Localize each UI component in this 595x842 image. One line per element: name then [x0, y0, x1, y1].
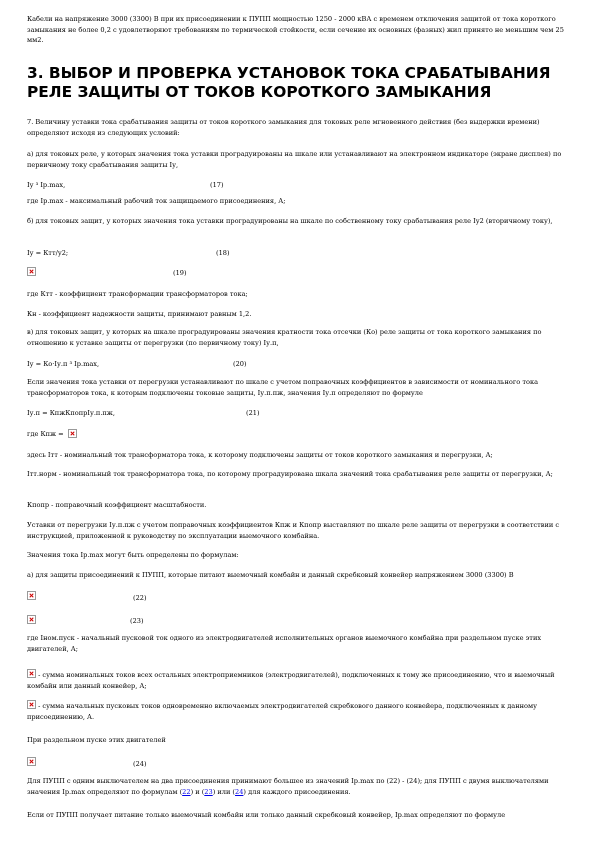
paragraph-ipmax-definition: где Ip.max - максимальный рабочий ток защищаемого присоединения, А; — [27, 197, 286, 205]
broken-image-icon — [27, 591, 36, 600]
paragraph-condition-b: б) для токовых защит, у которых значения тока уставки проградуированы на шкале по собственному току срабатывания реле Iу2 (вторичному току), — [27, 217, 553, 225]
paragraph-cable-requirements: Кабели на напряжение 3000 (3300) В при их присоединении к ПУПП мощностью 1250 - 2000 кВА с временем отключения защитой от тока короткого замыкания не более 0,2 с удовлетворяют требованиям по термической стойкости, если сечение их основных (фазных) жил принято не меньшим чем 25 мм2. — [27, 15, 564, 44]
equation-23 — [27, 614, 144, 626]
paragraph-ktt-definition: где Ктт - коэффициент трансформации трансформаторов тока; — [27, 290, 248, 298]
sum-nominal-currents-line — [27, 669, 572, 691]
equation-22-number: (22) — [133, 594, 147, 602]
section-heading: 3. ВЫБОР И ПРОВЕРКА УСТАНОВОК ТОКА СРАБАТЫВАНИЯ РЕЛЕ ЗАЩИТЫ ОТ ТОКОВ КОРОТКОГО ЗАМЫКАНИЯ — [27, 64, 551, 101]
equation-21-number: (21) — [246, 409, 260, 417]
equation-18-number: (18) — [216, 249, 230, 257]
switches-text-part-3: ) или ( — [212, 787, 236, 796]
equation-17 — [27, 180, 224, 191]
sum-starting-currents-text: - сумма начальных пусковых токов одновременно включаемых электродвигателей скребкового данного конвейера, подключенных к данному присоединению, А. — [27, 702, 537, 721]
equation-19-number: (19) — [173, 269, 187, 277]
switches-text-part-1: Для ПУПП с одним выключателем на два присоединения принимают большее из значений Ip.max по (22) - (24); для ПУПП с двумя выключателями значения Ip.max определяют по формулам ( — [27, 777, 549, 796]
equation-24-number: (24) — [133, 760, 147, 768]
paragraph-overload-setting: Если значения тока уставки от перегрузки устанавливают по шкале с учетом поправочных коэффициентов в зависимости от номинального тока трансформаторов тока, к которым подключены токовые защиты, Iу.п.пж, значения Iу.п определяют по формуле — [27, 378, 539, 397]
equation-21-text: Iу.п = КпжКпопрIу.п.пж, — [27, 409, 115, 417]
equation-23-number: (23) — [130, 617, 144, 625]
switches-text-part-4: ) для каждого присоединения. — [243, 787, 351, 796]
kpzh-definition-text: где Кпж = — [27, 430, 64, 438]
paragraph-pupp-protection: а) для защиты присоединений к ПУПП, которые питают выемочный комбайн и данный скребковый конвейер напряжением 3000 (3300) В — [27, 571, 514, 579]
broken-image-icon — [27, 615, 36, 624]
paragraph-condition-c: в) для токовых защит, у которых на шкале проградуированы значения кратности тока отсечки (Ко) реле защиты от тока короткого замыкания по отношению к уставке защиты от перегрузки (по первичному току) Iу.п, — [27, 328, 542, 347]
equation-19 — [27, 266, 187, 278]
broken-image-icon — [27, 700, 36, 709]
broken-image-icon — [27, 669, 36, 678]
switches-text-part-2: ) и ( — [190, 787, 205, 796]
kpzh-definition-line — [27, 429, 77, 440]
equation-21 — [27, 408, 260, 419]
paragraph-single-consumer: Если от ПУПП получает питание только выемочный комбайн или только данный скребковый конвейер, Ip.max определяют по формуле — [27, 811, 506, 819]
equation-22 — [27, 590, 147, 602]
paragraph-pupp-switches — [27, 776, 572, 797]
equation-24 — [27, 756, 147, 768]
paragraph-separate-start: При раздельном пуске этих двигателей — [27, 736, 166, 744]
equation-20 — [27, 359, 247, 370]
paragraph-inom-pusk-definition: где Iном.пуск - начальный пусковой ток одного из электродвигателей исполнительных органов выемочного комбайна при раздельном пуске этих двигателей, А; — [27, 634, 542, 653]
paragraph-itt-definition: здесь Iтт - номинальный ток трансформатора тока, к которому подключены защиты от токов короткого замыкания и перегрузки, А; — [27, 451, 493, 459]
paragraph-kn-definition: Кн - коэффициент надежности защиты, принимают равным 1,2. — [27, 310, 252, 318]
paragraph-itt-norm-definition: Iтт.норм - номинальный ток трансформатора тока, по которому проградуирована шкала значений тока срабатывания реле защиты от перегрузки, А; — [27, 470, 553, 478]
paragraph-ipmax-formulas-intro: Значения тока Ip.max могут быть определены по формулам: — [27, 551, 239, 559]
broken-image-icon — [27, 267, 36, 276]
link-formula-22[interactable]: 22 — [182, 787, 191, 796]
link-formula-24[interactable]: 24 — [235, 787, 244, 796]
paragraph-overload-settings-instruction: Уставки от перегрузки Iу.п.пж с учетом поправочных коэффициентов Кпж и Кпопр выставляют по шкале реле защиты от перегрузки в соответствии с инструкцией, приложенной к руководству по эксплуатации выемочного комбайна. — [27, 521, 560, 540]
equation-20-number: (20) — [233, 360, 247, 368]
paragraph-clause-7: 7. Величину уставки тока срабатывания защиты от токов короткого замыкания для токовых реле мгновенного действия (без выдержки времени) определяют исходя из следующих условий: — [27, 118, 540, 137]
equation-17-text: Iу ³ Ip.max, — [27, 181, 66, 189]
broken-image-icon — [68, 429, 77, 438]
equation-17-number: (17) — [210, 181, 224, 189]
paragraph-kpopr-definition: Кпопр - поправочный коэффициент масштабности. — [27, 501, 207, 509]
sum-starting-currents-line — [27, 700, 572, 722]
paragraph-condition-a: а) для токовых реле, у которых значения тока уставки проградуированы на шкале или устанавливают на электронном индикаторе (экране дисплея) по первичному току срабатывания защиты Iу, — [27, 150, 562, 169]
equation-20-text: Iу = Ко·Iу.п ³ Ip.max, — [27, 360, 100, 368]
sum-nominal-currents-text: - сумма номинальных токов всех остальных электроприемников (электродвигателей), подключенных к тому же присоединению, что и выемочный комбайн или данный конвейер, А; — [27, 671, 555, 690]
link-formula-23[interactable]: 23 — [204, 787, 213, 796]
equation-18-text: Iу = Ктт/у2; — [27, 249, 69, 257]
equation-18 — [27, 248, 230, 259]
broken-image-icon — [27, 757, 36, 766]
